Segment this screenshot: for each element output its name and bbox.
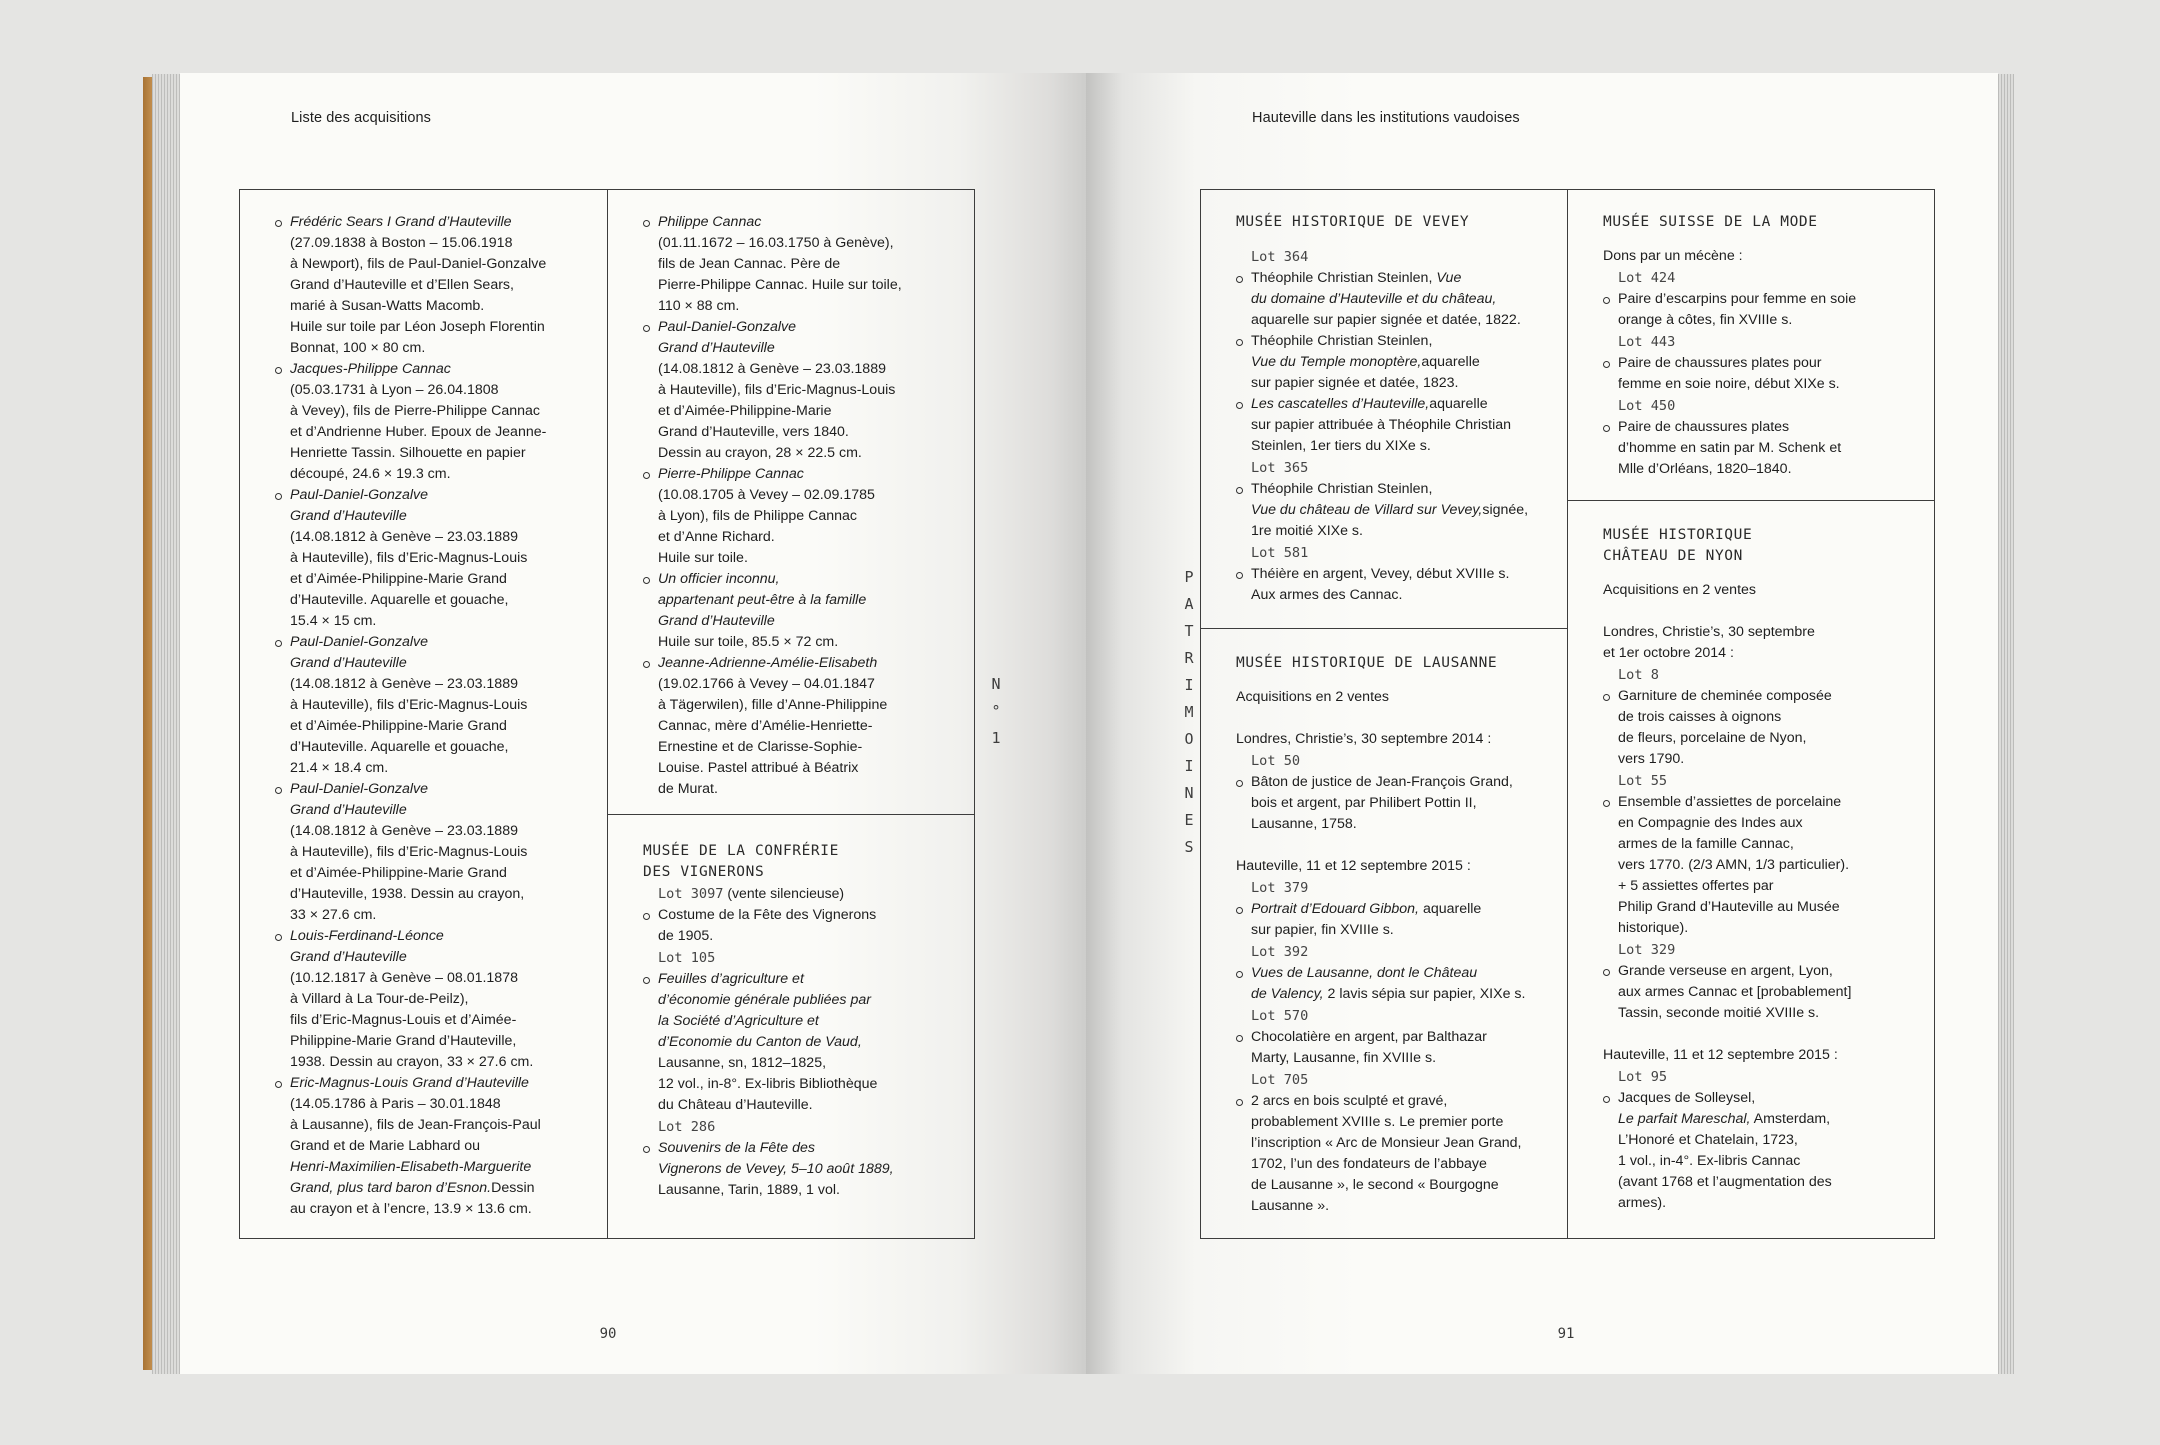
catalogue-entry: [1236, 564, 1548, 606]
text-line: vers 1790.: [1618, 751, 1685, 767]
text-line: 110 × 88 cm.: [658, 298, 740, 314]
entry-title: Frédéric Sears I Grand d’Hauteville: [290, 214, 512, 230]
entry-title: Grand d’Hauteville: [290, 949, 407, 965]
catalogue-entry: [275, 779, 588, 926]
catalogue-entry: [1236, 1091, 1548, 1217]
lot-number-label: Lot 581: [1251, 545, 1309, 561]
text-line: à Newport), fils de Paul-Daniel-Gonzalve: [290, 256, 547, 272]
lot-number: [1603, 395, 1915, 417]
text-line: Pierre-Philippe Cannac. Huile sur toile,: [658, 277, 902, 293]
text-line: à Hauteville), fils d’Eric-Magnus-Louis: [290, 844, 528, 860]
text-line: Dessin au crayon, 28 × 22.5 cm.: [658, 445, 862, 461]
text-line: à Tägerwilen), fille d’Anne-Philippine: [658, 697, 888, 713]
italic-line: Feuilles d’agriculture et: [658, 971, 804, 987]
text-span: 2 lavis sépia sur papier, XIXe s.: [1323, 986, 1526, 1002]
entry-title: Eric-Magnus-Louis Grand d’Hauteville: [290, 1075, 529, 1091]
text-line: [1251, 500, 1548, 542]
catalogue-entry: [1603, 792, 1915, 939]
sale-heading: Hauteville, 11 et 12 septembre 2015 :: [1603, 1047, 1838, 1063]
text-line: 21.4 × 18.4 cm.: [290, 760, 389, 776]
text-line: [1618, 1109, 1915, 1130]
text-line: à Hauteville), fils d’Eric-Magnus-Louis: [290, 697, 528, 713]
catalogue-entry: [1236, 331, 1548, 394]
catalogue-entry: [1236, 394, 1548, 457]
text-line: Costume de la Fête des Vignerons: [658, 907, 877, 923]
text-line: Lausanne ».: [1251, 1198, 1330, 1214]
text-line: Bâton de justice de Jean-François Grand,: [1251, 774, 1513, 790]
vertical-label-left: [986, 671, 1006, 752]
lot-number: [1236, 542, 1548, 564]
lot-number: [1236, 750, 1548, 772]
text-line: en Compagnie des Indes aux: [1618, 815, 1803, 831]
text-span: aquarelle: [1429, 396, 1488, 412]
text-line: au crayon et à l’encre, 13.9 × 13.6 cm.: [290, 1201, 532, 1217]
catalogue-entry: [643, 464, 955, 569]
page-stack-left: [152, 74, 182, 1374]
catalogue-entry: [275, 1073, 588, 1220]
text-line: à Hauteville), fils d’Eric-Magnus-Louis: [290, 550, 528, 566]
text-line: Grande verseuse en argent, Lyon,: [1618, 963, 1833, 979]
confrerie-section: [608, 814, 975, 1238]
text-line: [1251, 268, 1548, 289]
text-line: [290, 1178, 588, 1199]
entry-title: Paul-Daniel-Gonzalve: [290, 487, 429, 503]
spacer: [1603, 601, 1915, 622]
entry-title: Louis-Ferdinand-Léonce: [290, 928, 444, 944]
entry-title: Jeanne-Adrienne-Amélie-Elisabeth: [658, 655, 878, 671]
text-span: aquarelle: [1419, 901, 1482, 917]
text-span: aquarelle: [1421, 354, 1480, 370]
entry-title: Un officier inconnu,: [658, 571, 780, 587]
text-line: Grand d’Hauteville et d’Ellen Sears,: [290, 277, 514, 293]
right-col-1: [1201, 190, 1568, 1238]
text-line: Henriette Tassin. Silhouette en papier: [290, 445, 526, 461]
text-line: sur papier, fin XVIIIe s.: [1251, 922, 1394, 938]
lot-number: [1603, 331, 1915, 353]
text-span: signée, 1re moitié XIXe s.: [1251, 502, 1529, 539]
catalogue-entry: [643, 969, 955, 1116]
text-line: Grand et de Marie Labhard ou: [290, 1138, 481, 1154]
italic-text: Vue: [1436, 270, 1462, 286]
italic-line: Vignerons de Vevey, 5–10 août 1889,: [658, 1161, 894, 1177]
text-line: [1251, 984, 1548, 1005]
text-line: Philip Grand d’Hauteville au Musée: [1618, 899, 1840, 915]
text-line: 2 arcs en bois sculpté et gravé,: [1251, 1093, 1448, 1109]
text-line: 1 vol., in-4°. Ex-libris Cannac: [1618, 1153, 1801, 1169]
text-line: à Villard à La Tour-de-Peilz),: [290, 991, 469, 1007]
catalogue-entry: [643, 1138, 955, 1201]
catalogue-entry: [1603, 353, 1915, 395]
italic-text: Portrait d’Edouard Gibbon,: [1251, 901, 1419, 917]
italic-line: du domaine d’Hauteville et du château,: [1251, 291, 1497, 307]
text-line: (14.05.1786 à Paris – 30.01.1848: [290, 1096, 501, 1112]
catalogue-entry: [275, 926, 588, 1073]
text-line: marié à Susan-Watts Macomb.: [290, 298, 485, 314]
text-line: (05.03.1731 à Lyon – 26.04.1808: [290, 382, 499, 398]
entry-title: Paul-Daniel-Gonzalve: [290, 781, 429, 797]
right-page-grid: [1200, 189, 1935, 1239]
entry-title: Philippe Cannac: [658, 214, 762, 230]
left-col-2: [607, 190, 975, 1238]
text-line: Tassin, seconde moitié XVIIIe s.: [1618, 1005, 1820, 1021]
lot-number: [1236, 1069, 1548, 1091]
italic-line: Souvenirs de la Fête des: [658, 1140, 815, 1156]
text-line: 1938. Dessin au crayon, 33 × 27.6 cm.: [290, 1054, 534, 1070]
text-line: à Lyon), fils de Philippe Cannac: [658, 508, 858, 524]
lot-number-label: Lot 55: [1618, 773, 1668, 789]
lot-number-label: Lot 3097: [658, 886, 724, 902]
catalogue-entry: [643, 317, 955, 464]
text-line: [1251, 394, 1548, 415]
sale-heading: Londres, Christie’s, 30 septembre 2014 :: [1236, 731, 1492, 747]
running-head-left: Liste des acquisitions: [291, 110, 432, 126]
text-line: Aux armes des Cannac.: [1251, 587, 1403, 603]
italic-text: de Valency,: [1251, 986, 1324, 1002]
vevey-heading: MUSÉE HISTORIQUE DE VEVEY: [1236, 214, 1470, 230]
text-line: (avant 1768 et l’augmentation des: [1618, 1174, 1832, 1190]
lot-number-label: Lot 424: [1618, 270, 1676, 286]
vertical-letter: E: [1184, 811, 1194, 829]
lausanne-heading: MUSÉE HISTORIQUE DE LAUSANNE: [1236, 655, 1498, 671]
text-line: aux armes Cannac et [probablement]: [1618, 984, 1852, 1000]
text-line: (10.08.1705 à Vevey – 02.09.1785: [658, 487, 875, 503]
lot-number: [1603, 770, 1915, 792]
lot-number-label: Lot 392: [1251, 944, 1309, 960]
text-line: Jacques de Solleysel,: [1618, 1090, 1756, 1106]
vertical-letter: T: [1184, 622, 1194, 640]
text-line: Paire de chaussures plates pour: [1618, 355, 1822, 371]
text-line: Marty, Lausanne, fin XVIIIe s.: [1251, 1050, 1437, 1066]
text-line: Steinlen, 1er tiers du XIXe s.: [1251, 438, 1431, 454]
right-page: [1086, 73, 1998, 1374]
vevey-section: [1201, 190, 1568, 628]
text-line: Grand d’Hauteville, vers 1840.: [658, 424, 849, 440]
page-number-left: 90: [599, 1326, 617, 1342]
text-line: Mlle d’Orléans, 1820–1840.: [1618, 461, 1792, 477]
catalogue-entry: [1603, 1088, 1915, 1214]
entry-title: appartenant peut-être à la famille: [658, 592, 867, 608]
entry-title: Grand d’Hauteville: [290, 802, 407, 818]
vertical-letter: M: [1184, 703, 1194, 721]
italic-line: Henri-Maximilien-Elisabeth-Marguerite: [290, 1159, 532, 1175]
lot-number-label: Lot 705: [1251, 1072, 1309, 1088]
catalogue-entry: [1603, 289, 1915, 331]
italic-text: Vue du château de Villard sur Vevey,: [1251, 502, 1483, 518]
catalogue-entry: [275, 632, 588, 779]
text-line: fils d’Eric-Magnus-Louis et d’Aimée-: [290, 1012, 517, 1028]
text-line: d’homme en satin par M. Schenk et: [1618, 440, 1842, 456]
text-line: 12 vol., in-8°. Ex-libris Bibliothèque: [658, 1076, 878, 1092]
lot-number-label: Lot 8: [1618, 667, 1659, 683]
sale-heading: Hauteville, 11 et 12 septembre 2015 :: [1236, 858, 1471, 874]
sale-heading: Londres, Christie’s, 30 septembre: [1603, 624, 1815, 640]
catalogue-entry: [1603, 417, 1915, 480]
text-line: de fleurs, porcelaine de Nyon,: [1618, 730, 1807, 746]
lot-number: [643, 883, 955, 905]
text-line: et d’Aimée-Philippine-Marie Grand: [290, 571, 507, 587]
lot-number: [1603, 267, 1915, 289]
vertical-letter: I: [1184, 676, 1194, 694]
text-line: Paire de chaussures plates: [1618, 419, 1790, 435]
text-line: du Château d’Hauteville.: [658, 1097, 813, 1113]
running-head-right: Hauteville dans les institutions vaudoises: [1252, 110, 1520, 126]
vertical-letter: I: [1184, 757, 1194, 775]
text-line: Lausanne, Tarin, 1889, 1 vol.: [658, 1182, 840, 1198]
text-line: et d’Aimée-Philippine-Marie Grand: [290, 718, 507, 734]
text-line: (14.08.1812 à Genève – 23.03.1889: [658, 361, 886, 377]
text-line: Ernestine et de Clarisse-Sophie-: [658, 739, 863, 755]
text-line: et d’Anne Richard.: [658, 529, 775, 545]
italic-text: Grand, plus tard baron d’Esnon.: [290, 1180, 492, 1196]
lot-number: [1236, 1005, 1548, 1027]
lot-number: [1236, 246, 1548, 268]
text-line: Paire d’escarpins pour femme en soie: [1618, 291, 1857, 307]
text-line: et d’Aimée-Philippine-Marie: [658, 403, 832, 419]
text-line: 33 × 27.6 cm.: [290, 907, 377, 923]
text-line: Théière en argent, Vevey, début XVIIIe s.: [1251, 566, 1510, 582]
entry-title: Grand d’Hauteville: [658, 613, 775, 629]
lot-note: (vente silencieuse): [723, 885, 845, 901]
lot-number-label: Lot 443: [1618, 334, 1676, 350]
catalogue-entry: [1236, 479, 1548, 542]
spacer: [1236, 708, 1548, 729]
lot-number-label: Lot 105: [658, 950, 716, 966]
text-line: (19.02.1766 à Vevey – 04.01.1847: [658, 676, 875, 692]
vertical-letter: 1: [991, 729, 1001, 747]
entry-title: Grand d’Hauteville: [290, 508, 407, 524]
entry-title: Paul-Daniel-Gonzalve: [290, 634, 429, 650]
mode-heading: MUSÉE SUISSE DE LA MODE: [1603, 214, 1818, 230]
catalogue-entry: [1236, 772, 1548, 835]
lot-number: [643, 1116, 955, 1138]
section-intro: Acquisitions en 2 ventes: [1603, 582, 1757, 598]
text-line: à Lausanne), fils de Jean-François-Paul: [290, 1117, 541, 1133]
text-line: fils de Jean Cannac. Père de: [658, 256, 841, 272]
text-line: et d’Aimée-Philippine-Marie Grand: [290, 865, 507, 881]
section-intro: Dons par un mécène :: [1603, 248, 1743, 264]
text-line: Huile sur toile, 85.5 × 72 cm.: [658, 634, 839, 650]
text-span: Amsterdam,: [1750, 1111, 1831, 1127]
text-line: aquarelle sur papier signée et datée, 1822.: [1251, 312, 1521, 328]
italic-line: Vues de Lausanne, dont le Château: [1251, 965, 1478, 981]
text-line: Lausanne, 1758.: [1251, 816, 1357, 832]
text-line: Garniture de cheminée composée: [1618, 688, 1832, 704]
confrerie-heading: MUSÉE DE LA CONFRÉRIE DES VIGNERONS: [643, 843, 839, 880]
catalogue-entry: [643, 905, 955, 947]
vertical-letter: S: [1184, 838, 1194, 856]
italic-line: la Société d’Agriculture et: [658, 1013, 819, 1029]
vertical-letter: °: [991, 702, 1001, 720]
left-col-2-top: [608, 190, 975, 814]
vertical-letter: N: [1184, 784, 1194, 802]
italic-text: Le parfait Mareschal,: [1618, 1111, 1751, 1127]
spacer: [1236, 835, 1548, 856]
italic-line: d’Economie du Canton de Vaud,: [658, 1034, 862, 1050]
text-line: probablement XVIIIe s. Le premier porte: [1251, 1114, 1504, 1130]
text-line: Théophile Christian Steinlen,: [1251, 333, 1433, 349]
italic-text: Les cascatelles d’Hauteville,: [1251, 396, 1430, 412]
text-line: [1251, 352, 1548, 373]
lot-number-label: Lot 50: [1251, 753, 1301, 769]
entry-title: Pierre-Philippe Cannac: [658, 466, 804, 482]
vertical-letter: R: [1184, 649, 1194, 667]
vertical-letter: O: [1184, 730, 1194, 748]
left-page: [180, 73, 1086, 1374]
entry-title: Jacques-Philippe Cannac: [290, 361, 451, 377]
lot-number-label: Lot 329: [1618, 942, 1676, 958]
text-line: d’Hauteville, 1938. Dessin au crayon,: [290, 886, 525, 902]
text-line: Louise. Pastel attribué à Béatrix: [658, 760, 859, 776]
text-line: de trois caisses à oignons: [1618, 709, 1782, 725]
text-line: orange à côtes, fin XVIIIe s.: [1618, 312, 1793, 328]
text-line: découpé, 24.6 × 19.3 cm.: [290, 466, 451, 482]
lot-number: [643, 947, 955, 969]
text-line: (14.08.1812 à Genève – 23.03.1889: [290, 529, 518, 545]
lot-number-label: Lot 570: [1251, 1008, 1309, 1024]
text-line: sur papier attribuée à Théophile Christian: [1251, 417, 1511, 433]
catalogue-entry: [643, 212, 955, 317]
text-line: Bonnat, 100 × 80 cm.: [290, 340, 426, 356]
text-line: (14.08.1812 à Genève – 23.03.1889: [290, 823, 518, 839]
italic-text: Vue du Temple monoptère,: [1251, 354, 1422, 370]
text-line: 1702, l’un des fondateurs de l’abbaye: [1251, 1156, 1487, 1172]
text-line: sur papier signée et datée, 1823.: [1251, 375, 1459, 391]
entry-title: Grand d’Hauteville: [290, 655, 407, 671]
text-line: bois et argent, par Philibert Pottin II,: [1251, 795, 1477, 811]
text-line: et d’Andrienne Huber. Epoux de Jeanne-: [290, 424, 547, 440]
right-col-2: [1567, 190, 1935, 1238]
text-line: Philippine-Marie Grand d’Hauteville,: [290, 1033, 517, 1049]
catalogue-entry: [275, 212, 588, 359]
lot-number: [1603, 939, 1915, 961]
text-line: de 1905.: [658, 928, 714, 944]
catalogue-entry: [1236, 268, 1548, 331]
page-number-right: 91: [1557, 1326, 1575, 1342]
entry-title: Grand d’Hauteville: [658, 340, 775, 356]
text-line: [1251, 899, 1548, 920]
text-line: Cannac, mère d’Amélie-Henriette-: [658, 718, 873, 734]
catalogue-entry: [1236, 899, 1548, 941]
lot-number: [1236, 941, 1548, 963]
lot-number-label: Lot 286: [658, 1119, 716, 1135]
text-line: Lausanne, sn, 1812–1825,: [658, 1055, 827, 1071]
text-line: de Murat.: [658, 781, 718, 797]
lot-number: [1603, 664, 1915, 686]
sale-heading: et 1er octobre 2014 :: [1603, 645, 1734, 661]
text-line: d’Hauteville. Aquarelle et gouache,: [290, 739, 509, 755]
text-line: Théophile Christian Steinlen,: [1251, 481, 1433, 497]
text-line: 15.4 × 15 cm.: [290, 613, 377, 629]
text-line: armes).: [1618, 1195, 1667, 1211]
text-line: femme en soie noire, début XIXe s.: [1618, 376, 1840, 392]
left-col-1: [240, 190, 608, 1238]
catalogue-entry: [1236, 1027, 1548, 1069]
text-line: l’inscription « Arc de Monsieur Jean Grand,: [1251, 1135, 1522, 1151]
catalogue-entry: [275, 359, 588, 485]
text-line: à Vevey), fils de Pierre-Philippe Cannac: [290, 403, 540, 419]
vertical-letter: P: [1184, 568, 1194, 586]
entry-title: Paul-Daniel-Gonzalve: [658, 319, 797, 335]
text-line: d’Hauteville. Aquarelle et gouache,: [290, 592, 509, 608]
vertical-letter: N: [991, 675, 1001, 693]
vertical-letter: A: [1184, 595, 1194, 613]
lot-number-label: Lot 365: [1251, 460, 1309, 476]
lausanne-section: [1201, 628, 1568, 1238]
text-line: de Lausanne », le second « Bourgogne: [1251, 1177, 1499, 1193]
lot-number: [1603, 1066, 1915, 1088]
lot-number-label: Lot 450: [1618, 398, 1676, 414]
catalogue-entry: [643, 653, 955, 800]
text-line: Chocolatière en argent, par Balthazar: [1251, 1029, 1487, 1045]
text-line: historique).: [1618, 920, 1689, 936]
vertical-label-right: [1179, 564, 1199, 861]
catalogue-entry: [1236, 963, 1548, 1005]
text-line: Huile sur toile par Léon Joseph Florentin: [290, 319, 545, 335]
catalogue-entry: [1603, 961, 1915, 1024]
lot-number: [1236, 457, 1548, 479]
left-page-grid: [239, 189, 975, 1239]
nyon-heading: MUSÉE HISTORIQUE CHÂTEAU DE NYON: [1603, 527, 1753, 564]
spacer: [1603, 1024, 1915, 1045]
text-line: armes de la famille Cannac,: [1618, 836, 1794, 852]
lot-number-label: Lot 364: [1251, 249, 1309, 265]
mode-section: [1568, 190, 1935, 500]
text-line: (14.08.1812 à Genève – 23.03.1889: [290, 676, 518, 692]
catalogue-entry: [643, 569, 955, 653]
text-line: Ensemble d’assiettes de porcelaine: [1618, 794, 1842, 810]
text-line: (01.11.1672 – 16.03.1750 à Genève),: [658, 235, 894, 251]
text-line: L’Honoré et Chatelain, 1723,: [1618, 1132, 1798, 1148]
italic-line: d’économie générale publiées par: [658, 992, 871, 1008]
lot-number: [1236, 877, 1548, 899]
text-line: (10.12.1817 à Genève – 08.01.1878: [290, 970, 518, 986]
text-line: Huile sur toile.: [658, 550, 748, 566]
text-span: Dessin: [491, 1180, 535, 1196]
text-span: Théophile Christian Steinlen,: [1251, 270, 1437, 286]
text-line: (27.09.1838 à Boston – 15.06.1918: [290, 235, 513, 251]
lot-number-label: Lot 95: [1618, 1069, 1668, 1085]
lot-number-label: Lot 379: [1251, 880, 1309, 896]
section-intro: Acquisitions en 2 ventes: [1236, 689, 1390, 705]
text-line: à Hauteville), fils d’Eric-Magnus-Louis: [658, 382, 896, 398]
text-line: + 5 assiettes offertes par: [1618, 878, 1774, 894]
nyon-section: [1568, 500, 1935, 1238]
text-line: vers 1770. (2/3 AMN, 1/3 particulier).: [1618, 857, 1850, 873]
catalogue-entry: [275, 485, 588, 632]
catalogue-entry: [1603, 686, 1915, 770]
